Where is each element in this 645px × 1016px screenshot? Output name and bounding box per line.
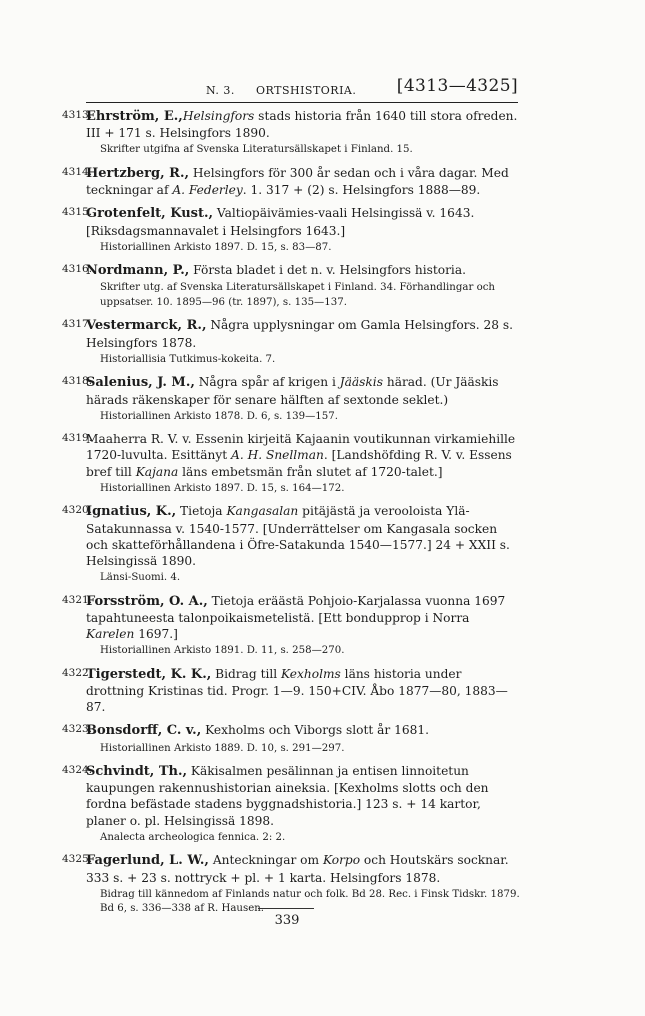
entry-number: 4316.: [62, 263, 93, 276]
bibliography-entry: [62, 666, 520, 716]
entry-number: 4315.: [62, 206, 93, 219]
header-rule: [86, 102, 518, 103]
entry-range: [4313—4325]: [396, 76, 518, 96]
entry-text: Helsingfors för 300 år sedan och i våra dagar. Med teckningar af: [86, 165, 509, 198]
entry-text: Några upplysningar om Gamla Helsingfors. 28 s. Helsingfors 1878.: [86, 318, 513, 350]
entry-number: 4324.: [62, 764, 93, 777]
entry-number: 4314.: [62, 165, 93, 178]
entry-italic-text: A. H. Snellman: [231, 448, 324, 463]
entry-text: pitäjästä ja verooloista Ylä-Satakunnassa v. 1540-1577. [Underrättelser om Kangasala socken och skatteförhållandena i Öfre-Satakunda 1540—1577.] 24 + XXII s. Helsingissä 1890.: [86, 504, 510, 568]
entry-text: Första bladet i det n. v. Helsingfors historia.: [189, 263, 466, 278]
entry-author: Forsström, O. A.,: [86, 593, 208, 609]
entry-text: Valtiopäivämies-vaali Helsingissä v. 1643. [Riksdagsmannavalet i Helsingfors 1643.]: [86, 206, 475, 238]
entry-text: Käkisalmen pesälinnan ja entisen linnoitetun kaupungen rakennushistorian aineksia. [Kexholms slotts och den fordna befästade stadens byggnadshistoria.] 123 s. + 14 kartor, planer o. pl. Helsingissä 1898.: [86, 764, 489, 828]
entry-citation: [86, 503, 520, 569]
entry-text: Anteckningar om: [208, 853, 323, 868]
entry-author: Tigerstedt, K. K.,: [86, 666, 212, 682]
entry-citation: [86, 317, 520, 350]
entry-author: Salenius, J. M.,: [86, 375, 195, 391]
entry-number: 4325.: [62, 853, 93, 866]
entry-text: Tietoja: [176, 504, 227, 519]
bibliography-entry: [62, 262, 520, 310]
entry-text: Maaherra R. V. v. Essenin kirjeitä Kajaanin voutikunnan virkamiehille 1720-luvulta. Esittänyt: [86, 432, 516, 463]
bibliography-entry: [62, 763, 520, 845]
entry-citation: [86, 108, 520, 141]
entry-author: Fagerlund, L. W.,: [86, 853, 209, 869]
entry-citation: [86, 374, 520, 407]
running-header: [84, 76, 518, 100]
entry-author: Ignatius, K.,: [86, 504, 177, 520]
header-title: ORTSHISTORIA.: [256, 84, 357, 97]
entry-italic-text: Jääskis: [339, 375, 383, 390]
entry-source-note: Skrifter utg. af Svenska Literatursällskapet i Finland. 34. Förhandlingar och uppsatser. 10. 1895—96 (tr. 1897), s. 135—137.: [100, 282, 495, 308]
entry-text: och Houtskärs socknar. 333 s. + 23 s. nottryck + pl. + 1 karta. Helsingfors 1878.: [86, 853, 509, 885]
entry-italic-text: Helsingfors: [182, 109, 255, 123]
entry-citation: [86, 431, 520, 480]
bibliography-entry: [62, 165, 520, 198]
entry-source-note: Historiallinen Arkisto 1897. D. 15, s. 164—172.: [100, 482, 345, 494]
entry-number: 4319.: [62, 432, 93, 445]
entry-italic-text: Kangasalan: [226, 504, 299, 519]
entry-number: 4317.: [62, 318, 93, 331]
bibliography-entry: [62, 108, 520, 158]
page-number: 339: [274, 913, 300, 928]
bibliography-entry: [62, 593, 520, 659]
entry-source-note: Historiallinen Arkisto 1897. D. 15, s. 83—87.: [100, 241, 332, 253]
entry-text: läns historia under drottning Kristinas tid. Progr. 1—9. 150+CIV. Åbo 1877—80, 1883—87.: [86, 666, 508, 715]
entry-italic-text: Korpo: [322, 853, 361, 868]
entry-source-note: Historiallinen Arkisto 1891. D. 11, s. 258—270.: [100, 645, 345, 657]
bibliography-entry: [62, 205, 520, 255]
entry-text: . 1. 317 + (2) s. Helsingfors 1888—89.: [242, 183, 481, 198]
entry-number: 4322.: [62, 666, 93, 679]
entry-text: härad. (Ur Jääskis härads räkenskaper för senare hälften af sextonde seklet.): [86, 375, 499, 407]
entry-text: stads historia från 1640 till stora ofreden. III + 171 s. Helsingfors 1890.: [86, 109, 518, 141]
entry-number: 4323.: [62, 723, 93, 736]
entry-text: . [Landshöfding R. V. v. Essens bref till: [86, 448, 512, 479]
entry-source-note: Historiallinen Arkisto 1889. D. 10, s. 291—297.: [100, 742, 345, 754]
entry-italic-text: Karelen: [86, 627, 135, 642]
entry-author: Schvindt, Th.,: [86, 764, 188, 780]
entry-number: 4318.: [62, 375, 93, 388]
entry-citation: [86, 262, 520, 279]
bibliography-entry: [62, 503, 520, 585]
entry-source-note: Länsi-Suomi. 4.: [100, 572, 181, 584]
entry-source-note: Analecta archeologica fennica. 2: 2.: [100, 831, 286, 843]
entry-citation: [86, 852, 520, 885]
entry-number: 4321.: [62, 593, 93, 606]
entry-author: Hertzberg, R.,: [86, 165, 189, 181]
bibliography-list: [62, 108, 520, 924]
entry-source-note: Historiallisia Tutkimus-kokeita. 7.: [100, 353, 276, 365]
bibliography-entry: [62, 317, 520, 367]
bibliography-entry: [62, 374, 520, 424]
entry-citation: [86, 165, 520, 198]
entry-citation: [86, 763, 520, 829]
bibliography-entry: [62, 431, 520, 496]
entry-author: Bonsdorff, C. v.,: [86, 723, 202, 739]
entry-citation: [86, 593, 520, 643]
entry-citation: [86, 205, 520, 238]
entry-text: 1697.]: [134, 627, 178, 642]
entry-source-note: Historiallinen Arkisto 1878. D. 6, s. 139—157.: [100, 410, 338, 422]
entry-text: Kexholms och Viborgs slott år 1681.: [201, 723, 430, 738]
entry-source-note: Bidrag till kännedom af Finlands natur och folk. Bd 28. Rec. i Finsk Tidskr. 1879. Bd 6, s. 336—338 af R. Hausen.: [100, 888, 520, 915]
entry-number: 4320.: [62, 504, 93, 517]
bibliography-entry: [62, 722, 520, 756]
entry-text: Tietoja eräästä Pohjoio-Karjalassa vuonna 1697 tapahtuneesta talonpoikaismetelistä. [Ett bondupprор i Norra: [86, 593, 506, 625]
entry-text: läns embetsmän från slutet af 1720-talet.]: [178, 464, 443, 479]
entry-source-note: Skrifter utgifna af Svenska Literatursällskapet i Finland. 15.: [100, 144, 413, 156]
entry-text: Bidrag till: [211, 666, 282, 681]
entry-text: Några spår af krigen i: [194, 375, 340, 390]
section-label: N. 3.: [206, 84, 235, 97]
entry-number: 4313.: [62, 109, 93, 121]
entry-italic-text: Kajana: [135, 464, 179, 479]
entry-italic-text: Kexholms: [281, 666, 341, 681]
entry-citation: [86, 666, 520, 716]
entry-author: Grotenfelt, Kust.,: [86, 206, 214, 222]
page-number-rule: [258, 908, 314, 909]
entry-author: Vestermarck, R.,: [86, 318, 207, 334]
entry-author: Ehrström, E.,: [86, 109, 183, 124]
entry-author: Nordmann, P.,: [86, 263, 190, 279]
entry-italic-text: A. Federley: [172, 183, 243, 198]
entry-citation: [86, 722, 520, 739]
